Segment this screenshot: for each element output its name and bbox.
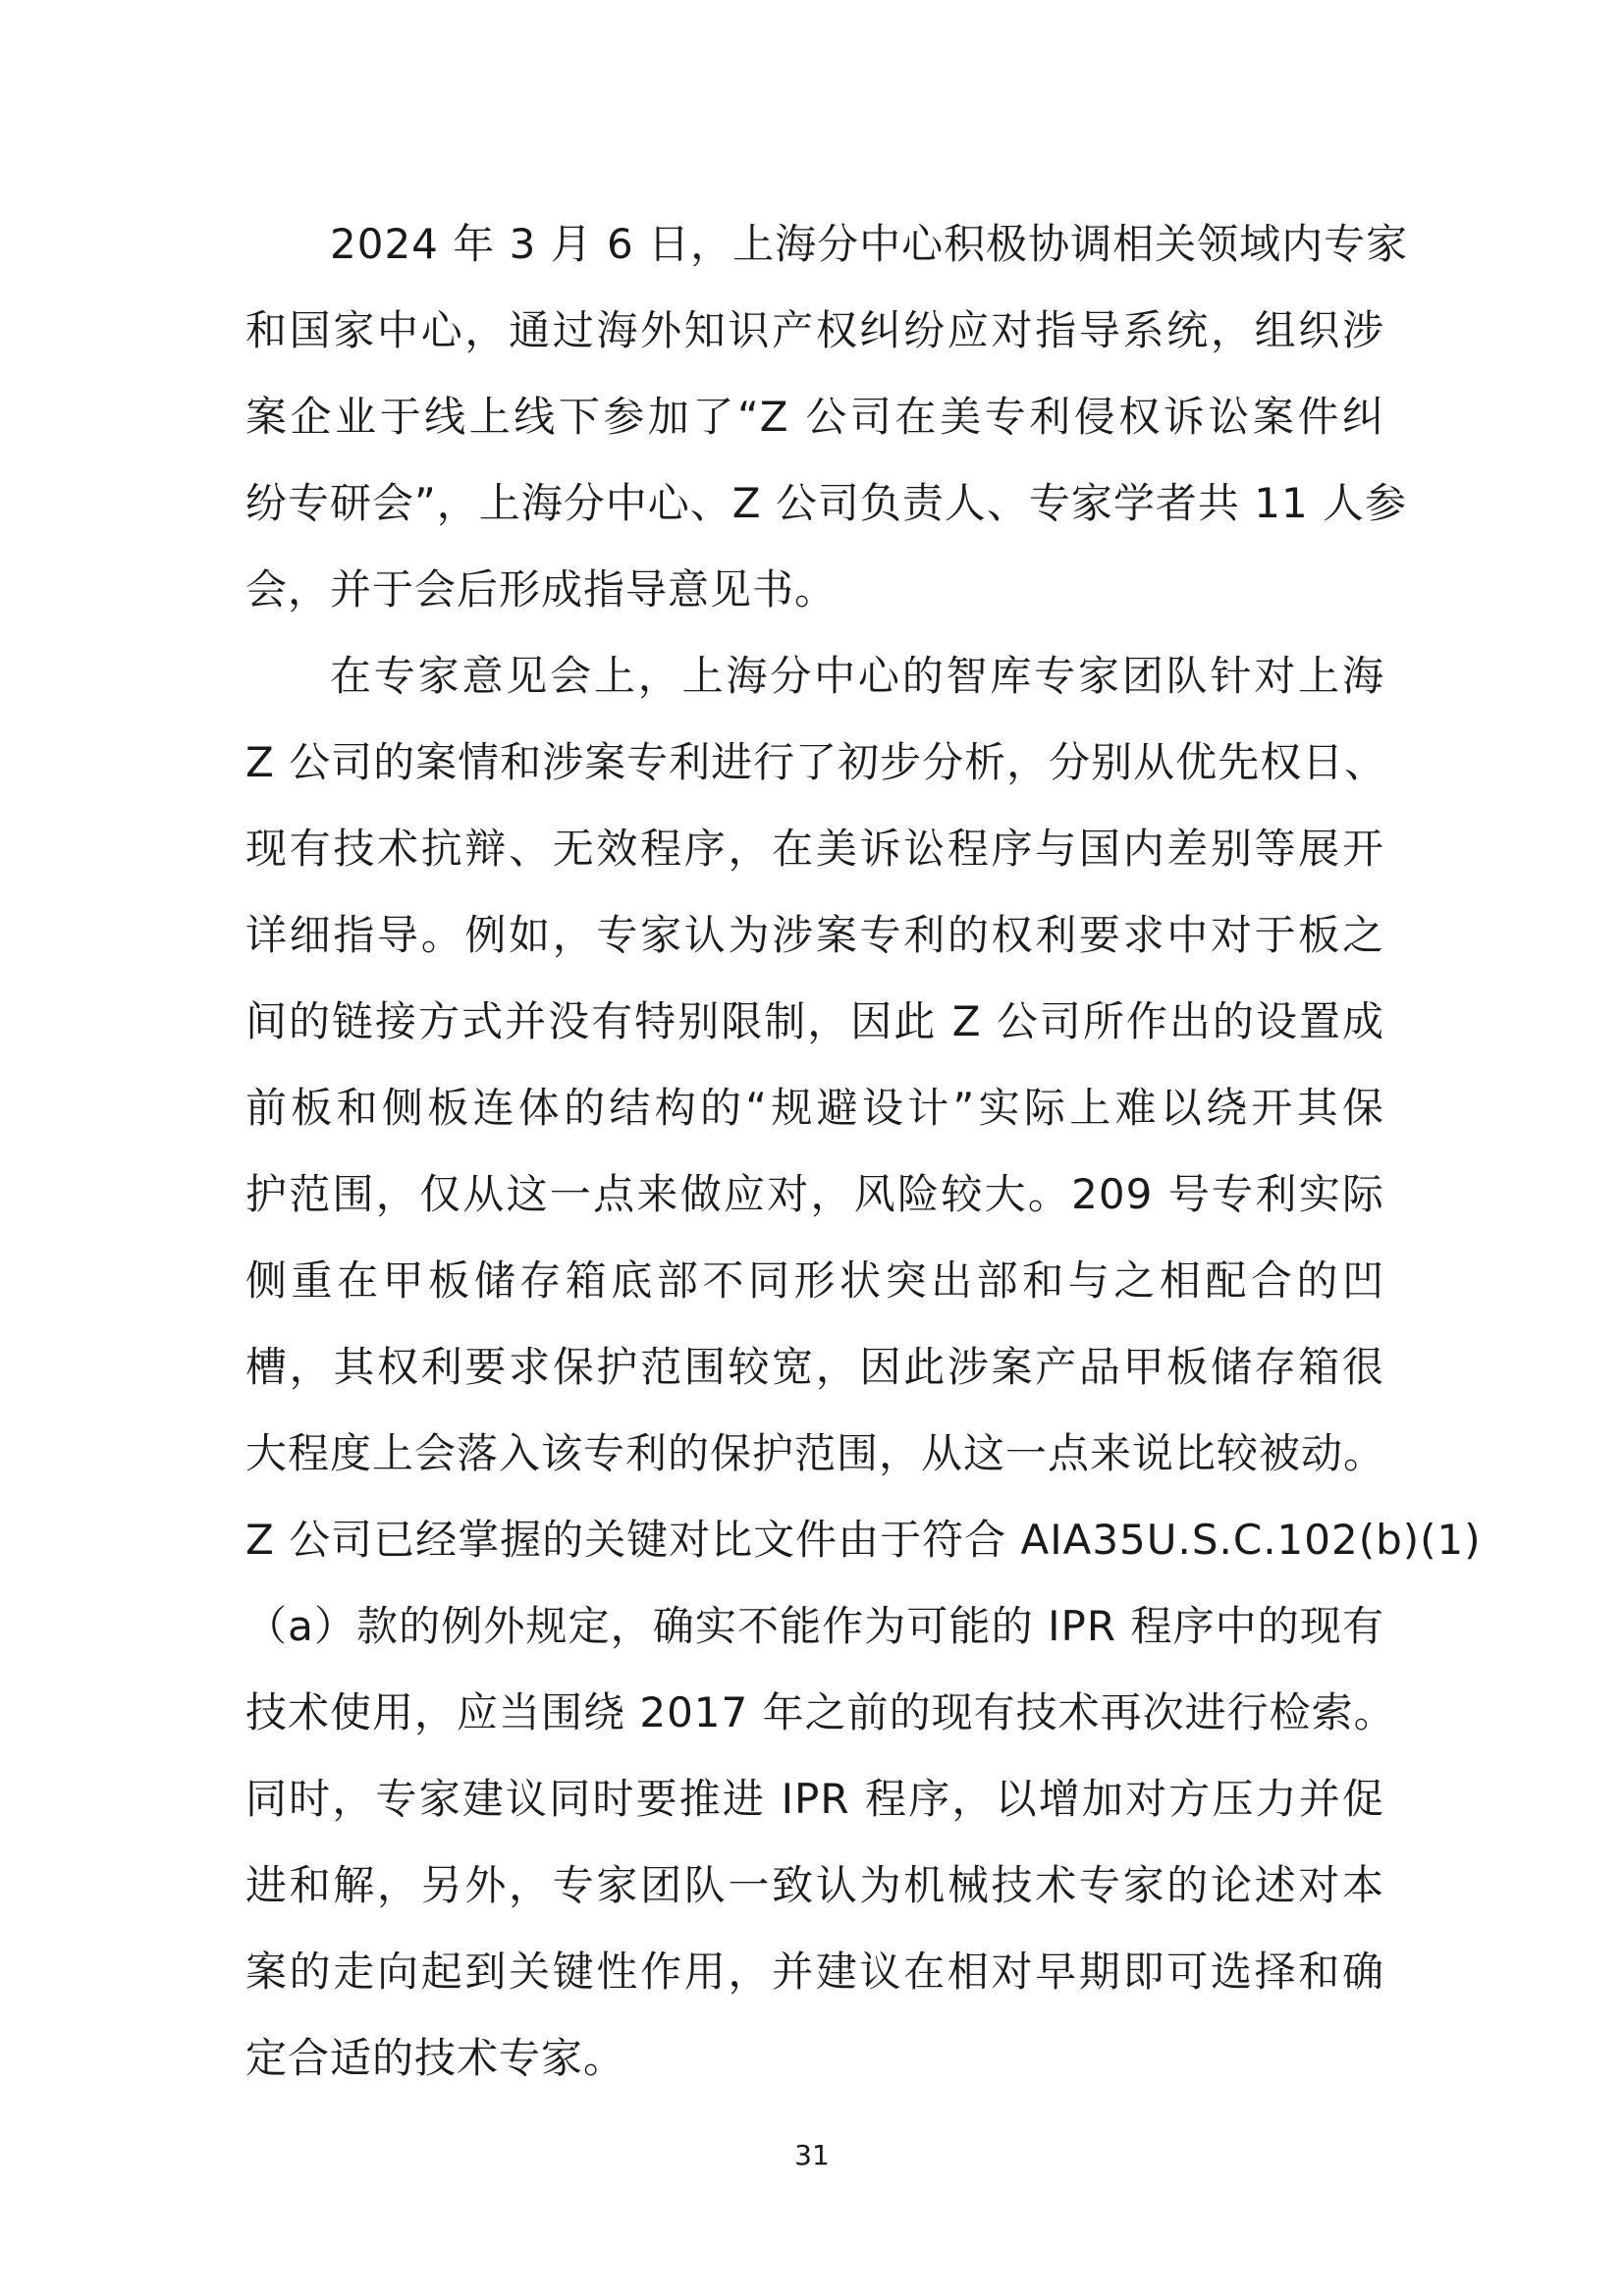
text-line: 同时，专家建议同时要推进 IPR 程序，以增加对方压力并促: [245, 1775, 1384, 1823]
text-line: 进和解，另外，专家团队一致认为机械技术专家的论述对本: [245, 1861, 1384, 1909]
text-line: 前板和侧板连体的结构的“规避设计”实际上难以绕开其保: [245, 1084, 1384, 1132]
text-line: 纷专研会”，上海分中心、Z 公司负责人、专家学者共 11 人参: [245, 479, 1408, 527]
text-line: 2024 年 3 月 6 日，上海分中心积极协调相关领域内专家: [330, 220, 1409, 268]
text-line: 定合适的技术专家。: [245, 2034, 626, 2082]
document-body: [245, 201, 1482, 2102]
text-line: 槽，其权利要求保护范围较宽，因此涉案产品甲板储存箱很: [245, 1343, 1384, 1391]
text-line: 会，并于会后形成指导意见书。: [245, 565, 838, 614]
text-line: （a）款的例外规定，确实不能作为可能的 IPR 程序中的现有: [245, 1602, 1384, 1650]
paragraph-2: [245, 633, 1482, 2102]
text-line: 护范围，仅从这一点来做应对，风险较大。209 号专利实际: [245, 1170, 1384, 1218]
text-line: 案企业于线上线下参加了“Z 公司在美专利侵权诉讼案件纠: [245, 393, 1384, 441]
text-line: Z 公司已经掌握的关键对比文件由于符合 AIA35U.S.C.102(b)(1): [245, 1516, 1482, 1564]
text-line: 大程度上会落入该专利的保护范围，从这一点来说比较被动。: [245, 1429, 1386, 1477]
paragraph-1: [245, 201, 1409, 633]
text-line: 侧重在甲板储存箱底部不同形状突出部和与之相配合的凹: [245, 1256, 1384, 1305]
page-number: 31: [794, 2139, 830, 2171]
text-line: 现有技术抗辩、无效程序，在美诉讼程序与国内差别等展开: [245, 825, 1384, 873]
text-line: 案的走向起到关键性作用，并建议在相对早期即可选择和确: [245, 1948, 1384, 1996]
text-line: 间的链接方式并没有特别限制，因此 Z 公司所作出的设置成: [245, 997, 1384, 1045]
text-line: 详细指导。例如，专家认为涉案专利的权利要求中对于板之: [245, 911, 1384, 959]
text-line: 在专家意见会上，上海分中心的智库专家团队针对上海: [330, 652, 1384, 700]
text-line: 技术使用，应当围绕 2017 年之前的现有技术再次进行检索。: [245, 1688, 1396, 1736]
text-line: Z 公司的案情和涉案专利进行了初步分析，分别从优先权日、: [245, 738, 1387, 786]
text-line: 和国家中心，通过海外知识产权纠纷应对指导系统，组织涉: [245, 306, 1384, 354]
